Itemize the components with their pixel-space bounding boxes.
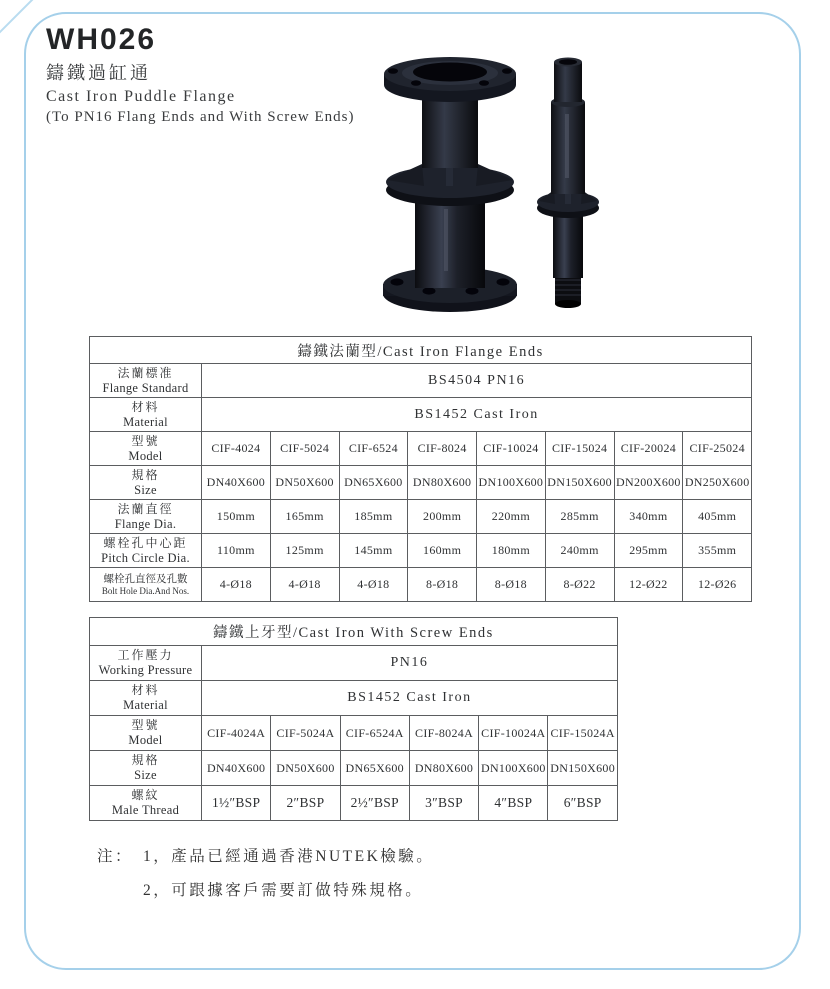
table-row bbox=[90, 786, 618, 821]
row-label-zh: 規格 bbox=[131, 467, 160, 482]
spec-cell: CIF-20024 bbox=[614, 432, 683, 466]
row-label bbox=[90, 466, 202, 500]
table-row bbox=[90, 681, 618, 716]
spec-cell: 180mm bbox=[477, 534, 546, 568]
table-title-row bbox=[90, 618, 618, 646]
info-value: BS1452 Cast Iron bbox=[202, 398, 752, 432]
row-label-en: Material bbox=[123, 414, 168, 429]
row-label-zh: 法蘭標准 bbox=[117, 365, 174, 380]
spec-cell: 165mm bbox=[270, 500, 339, 534]
footnote-2-text: 2，可跟據客戶需要訂做特殊規格。 bbox=[143, 882, 424, 899]
spec-cell: CIF-5024 bbox=[270, 432, 339, 466]
row-label-en: Material bbox=[123, 698, 168, 712]
table-row bbox=[90, 398, 752, 432]
spec-cell: CIF-8024A bbox=[409, 716, 478, 751]
row-label-zh: 工作壓力 bbox=[117, 648, 174, 662]
row-label bbox=[90, 681, 202, 716]
table-row bbox=[90, 646, 618, 681]
row-label bbox=[90, 568, 202, 602]
product-subtitle: (To PN16 Flang Ends and With Screw Ends) bbox=[46, 108, 355, 125]
table-row bbox=[90, 500, 752, 534]
spec-cell: DN50X600 bbox=[270, 466, 339, 500]
spec-cell: DN65X600 bbox=[339, 466, 408, 500]
row-label-en: Flange Dia. bbox=[114, 516, 177, 531]
page-header bbox=[46, 24, 376, 126]
spec-cell: CIF-6524 bbox=[339, 432, 408, 466]
row-label-en: Bolt Hole Dia.And Nos. bbox=[101, 585, 190, 596]
footnotes bbox=[97, 844, 434, 912]
row-label bbox=[90, 716, 202, 751]
flange-ends-table bbox=[89, 336, 752, 602]
row-label-zh: 型號 bbox=[131, 433, 160, 448]
product-code: WH026 bbox=[46, 23, 157, 56]
table-title: 鑄鐵上牙型/Cast Iron With Screw Ends bbox=[90, 618, 618, 646]
row-label-en: Male Thread bbox=[111, 803, 180, 817]
screw-ends-table bbox=[89, 617, 618, 821]
spec-cell: 200mm bbox=[408, 500, 477, 534]
spec-cell: 240mm bbox=[545, 534, 614, 568]
row-label-zh: 材料 bbox=[131, 683, 160, 697]
screw-ends-fitting bbox=[537, 58, 599, 309]
spec-cell: CIF-10024 bbox=[477, 432, 546, 466]
row-label bbox=[90, 500, 202, 534]
table-row bbox=[90, 568, 752, 602]
spec-cell: DN250X600 bbox=[683, 466, 752, 500]
product-title-zh: 鑄鐵過缸通 bbox=[46, 62, 151, 83]
table-title: 鑄鐵法蘭型/Cast Iron Flange Ends bbox=[90, 337, 752, 364]
spec-cell: CIF-6524A bbox=[340, 716, 409, 751]
row-label-en: Model bbox=[128, 448, 163, 463]
spec-cell: DN100X600 bbox=[477, 466, 546, 500]
row-label-zh: 規格 bbox=[131, 753, 160, 767]
spec-cell: 150mm bbox=[202, 500, 271, 534]
row-label bbox=[90, 786, 202, 821]
spec-cell: CIF-10024A bbox=[479, 716, 548, 751]
info-value: BS1452 Cast Iron bbox=[202, 681, 618, 716]
row-label bbox=[90, 432, 202, 466]
spec-cell: 405mm bbox=[683, 500, 752, 534]
footnote-prefix: 注： bbox=[97, 848, 134, 865]
footnote-2 bbox=[97, 878, 434, 900]
spec-cell: 12-Ø22 bbox=[614, 568, 683, 602]
row-label-en: Flange Standard bbox=[102, 380, 189, 395]
spec-cell: 4-Ø18 bbox=[339, 568, 408, 602]
row-label-zh: 型號 bbox=[131, 718, 160, 732]
table-row bbox=[90, 534, 752, 568]
spec-cell: 295mm bbox=[614, 534, 683, 568]
spec-cell: CIF-4024 bbox=[202, 432, 271, 466]
footnote-1 bbox=[97, 844, 434, 866]
row-label-en: Size bbox=[134, 482, 157, 497]
row-label bbox=[90, 534, 202, 568]
table-row bbox=[90, 432, 752, 466]
spec-cell: 8-Ø22 bbox=[545, 568, 614, 602]
spec-cell: 12-Ø26 bbox=[683, 568, 752, 602]
spec-cell: 4-Ø18 bbox=[202, 568, 271, 602]
spec-cell: 6″BSP bbox=[548, 786, 617, 821]
row-label-en: Model bbox=[128, 733, 163, 747]
spec-cell: DN65X600 bbox=[340, 751, 409, 786]
spec-cell: 4″BSP bbox=[479, 786, 548, 821]
spec-cell: 3″BSP bbox=[409, 786, 478, 821]
product-title-en: Cast Iron Puddle Flange bbox=[46, 87, 236, 105]
spec-cell: 340mm bbox=[614, 500, 683, 534]
spec-cell: 285mm bbox=[545, 500, 614, 534]
row-label-zh: 材料 bbox=[131, 399, 160, 414]
spec-cell: CIF-8024 bbox=[408, 432, 477, 466]
puddle-flange-illustration bbox=[372, 44, 634, 314]
row-label-zh: 螺栓孔中心距 bbox=[103, 535, 188, 550]
info-value: PN16 bbox=[202, 646, 618, 681]
spec-cell: 220mm bbox=[477, 500, 546, 534]
spec-cell: DN80X600 bbox=[408, 466, 477, 500]
row-label bbox=[90, 364, 202, 398]
table-row bbox=[90, 466, 752, 500]
table-title-row bbox=[90, 337, 752, 364]
footnote-1-text: 1，產品已經通過香港NUTEK檢驗。 bbox=[143, 848, 435, 865]
table-row bbox=[90, 751, 618, 786]
product-photo bbox=[372, 44, 634, 314]
spec-cell: 1½″BSP bbox=[202, 786, 271, 821]
spec-cell: DN100X600 bbox=[479, 751, 548, 786]
spec-cell: 2″BSP bbox=[271, 786, 340, 821]
spec-cell: CIF-15024A bbox=[548, 716, 617, 751]
spec-cell: DN40X600 bbox=[202, 466, 271, 500]
row-label-zh: 螺紋 bbox=[131, 788, 160, 802]
row-label-zh: 螺栓孔直徑及孔數 bbox=[103, 573, 188, 585]
spec-cell: DN80X600 bbox=[409, 751, 478, 786]
row-label bbox=[90, 646, 202, 681]
spec-cell: 355mm bbox=[683, 534, 752, 568]
spec-cell: DN50X600 bbox=[271, 751, 340, 786]
spec-cell: DN150X600 bbox=[548, 751, 617, 786]
spec-cell: 8-Ø18 bbox=[477, 568, 546, 602]
row-label-en: Working Pressure bbox=[98, 663, 193, 677]
row-label-en: Pitch Circle Dia. bbox=[101, 550, 190, 565]
row-label bbox=[90, 398, 202, 432]
spec-cell: DN200X600 bbox=[614, 466, 683, 500]
spec-cell: 2½″BSP bbox=[340, 786, 409, 821]
spec-cell: 160mm bbox=[408, 534, 477, 568]
spec-cell: 125mm bbox=[270, 534, 339, 568]
spec-cell: CIF-5024A bbox=[271, 716, 340, 751]
table-row bbox=[90, 716, 618, 751]
spec-cell: 145mm bbox=[339, 534, 408, 568]
spec-cell: CIF-25024 bbox=[683, 432, 752, 466]
spec-cell: 185mm bbox=[339, 500, 408, 534]
row-label bbox=[90, 751, 202, 786]
spec-cell: DN150X600 bbox=[545, 466, 614, 500]
row-label-zh: 法蘭直徑 bbox=[117, 501, 174, 516]
flange-ends-fitting bbox=[383, 57, 517, 312]
spec-cell: 110mm bbox=[202, 534, 271, 568]
spec-cell: 8-Ø18 bbox=[408, 568, 477, 602]
row-label-en: Size bbox=[134, 768, 157, 782]
spec-cell: CIF-4024A bbox=[202, 716, 271, 751]
spec-cell: 4-Ø18 bbox=[270, 568, 339, 602]
info-value: BS4504 PN16 bbox=[202, 364, 752, 398]
table-row bbox=[90, 364, 752, 398]
spec-cell: CIF-15024 bbox=[545, 432, 614, 466]
spec-cell: DN40X600 bbox=[202, 751, 271, 786]
